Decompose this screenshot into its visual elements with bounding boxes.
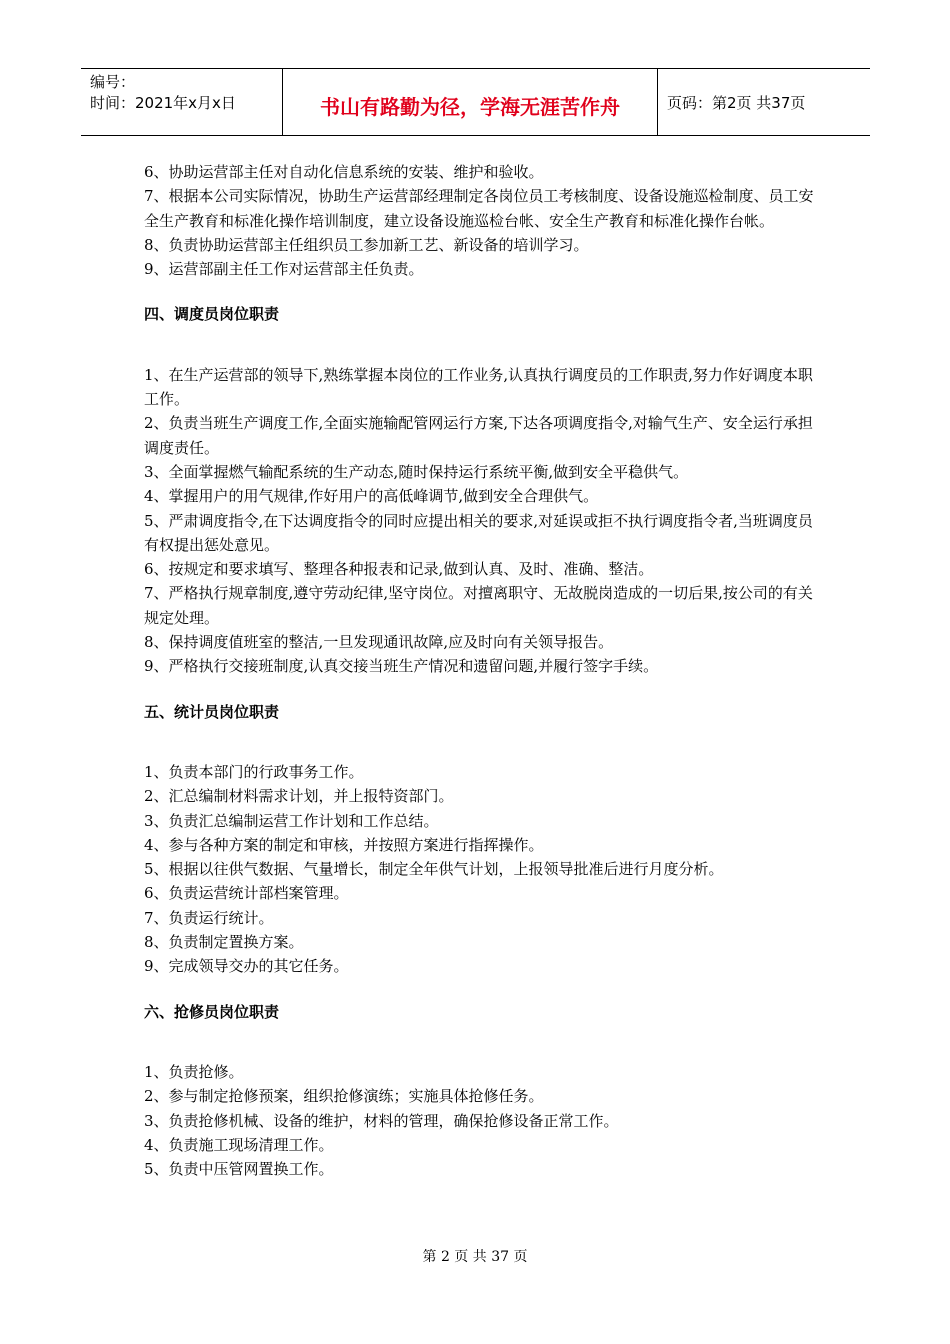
- list-item: 3、负责抢修机械、设备的维护，材料的管理，确保抢修设备正常工作。: [144, 1111, 619, 1130]
- list-item: 3、负责汇总编制运营工作计划和工作总结。: [144, 811, 439, 830]
- code-label: 编号：: [90, 73, 136, 91]
- list-item: 7、根据本公司实际情况，协助生产运营部经理制定各岗位员工考核制度、设备设施巡检制度、员工安全生产教育和标准化操作培训制度，建立设备设施巡检台帐、安全生产教育和标准化操作台帐。: [144, 187, 814, 230]
- section-heading-dispatcher: 四、调度员岗位职责: [144, 305, 280, 324]
- list-item: 1、负责抢修。: [144, 1062, 244, 1081]
- list-item: 5、负责中压管网置换工作。: [144, 1160, 334, 1179]
- document-body: [144, 160, 814, 1181]
- list-item: 4、负责施工现场清理工作。: [144, 1135, 334, 1154]
- list-item: 4、掌握用户的用气规律,作好用户的高低峰调节,做到安全合理供气。: [144, 487, 599, 506]
- list-item: 5、严肃调度指令,在下达调度指令的同时应提出相关的要求,对延误或拒不执行调度指令者,当班调度员有权提出惩处意见。: [144, 511, 813, 554]
- list-item: 4、参与各种方案的制定和审核，并按照方案进行指挥操作。: [144, 835, 544, 854]
- list-item: 7、严格执行规章制度,遵守劳动纪律,坚守岗位。对擅离职守、无故脱岗造成的一切后果,按公司的有关规定处理。: [144, 584, 813, 627]
- list-item: 5、根据以往供气数据、气量增长，制定全年供气计划，上报领导批准后进行月度分析。: [144, 860, 724, 879]
- header-info-cell: [81, 69, 283, 135]
- list-item: 9、严格执行交接班制度,认真交接当班生产情况和遗留问题,并履行签字手续。: [144, 657, 659, 676]
- list-item: 1、在生产运营部的领导下,熟练掌握本岗位的工作业务,认真执行调度员的工作职责,努力作好调度本职工作。: [144, 365, 813, 409]
- list-item: 6、负责运营统计部档案管理。: [144, 884, 349, 903]
- list-item: 6、协助运营部主任对自动化信息系统的安装、维护和验收。: [144, 163, 544, 181]
- list-item: 6、按规定和要求填写、整理各种报表和记录,做到认真、及时、准确、整洁。: [144, 560, 654, 579]
- dispatcher-duties-list: [144, 363, 814, 679]
- list-item: 2、负责当班生产调度工作,全面实施输配管网运行方案,下达各项调度指令,对输气生产、安全运行承担调度责任。: [144, 414, 813, 457]
- list-item: 8、保持调度值班室的整洁,一旦发现通讯故障,应及时向有关领导报告。: [144, 633, 614, 652]
- list-item: 2、汇总编制材料需求计划，并上报特资部门。: [144, 787, 454, 806]
- list-item: 9、运营部副主任工作对运营部主任负责。: [144, 260, 424, 279]
- header-motto: 书山有路勤为径，学海无涯苦作舟: [283, 69, 658, 135]
- list-item: 7、负责运行统计。: [144, 908, 274, 927]
- list-item: 9、完成领导交办的其它任务。: [144, 957, 349, 976]
- repair-duties-list: [144, 1060, 814, 1181]
- header-page-label: 页码：第2页 共37页: [667, 93, 806, 112]
- list-item: 8、负责协助运营部主任组织员工参加新工艺、新设备的培训学习。: [144, 235, 589, 254]
- page-header: [81, 68, 870, 136]
- time-label: 时间：2021年x月x日: [90, 94, 236, 112]
- intro-list: [144, 160, 814, 281]
- statistician-duties-list: [144, 760, 814, 979]
- list-item: 2、参与制定抢修预案，组织抢修演练；实施具体抢修任务。: [144, 1087, 544, 1106]
- section-heading-statistician: 五、统计员岗位职责: [144, 702, 280, 721]
- list-item: 3、全面掌握燃气输配系统的生产动态,随时保持运行系统平衡,做到安全平稳供气。: [144, 462, 689, 481]
- page-footer: 第 2 页 共 37 页: [422, 1249, 528, 1265]
- section-heading-repair: 六、抢修员岗位职责: [144, 1002, 280, 1021]
- list-item: 1、负责本部门的行政事务工作。: [144, 762, 364, 781]
- list-item: 8、负责制定置换方案。: [144, 933, 304, 952]
